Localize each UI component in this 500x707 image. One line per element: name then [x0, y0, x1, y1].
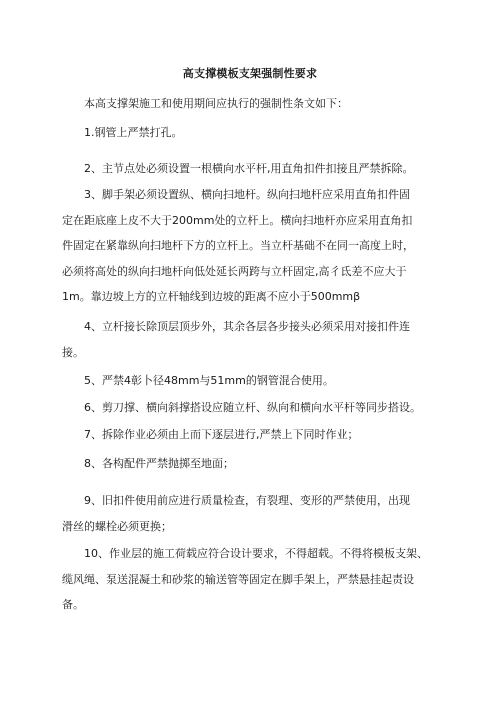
paragraph-intro: [62, 96, 438, 122]
paragraph-line: 定在距底座上皮不大于200mm处的立杆上。横向扫地杆亦应采用直角扣: [62, 213, 413, 227]
paragraph-rule-7: [62, 427, 438, 453]
paragraph-line: 3、脚手架必须设置纵、横向扫地杆。纵向扫地杆应采用直角扣件固: [84, 188, 410, 201]
paragraph-line: 1.钢管上严禁打孔。: [84, 126, 183, 139]
paragraph-line: 10、作业层的施工荷载应符合设计要求，不得超载。不得将模板支架、: [84, 547, 428, 560]
paragraph-rule-2: [62, 161, 438, 187]
paragraph-line: 滑丝的螺栓必须更换；: [62, 519, 172, 533]
paragraph-rule-10: [62, 546, 438, 623]
paragraph-line: 件固定在紧靠纵向扫地杆下方的立杆上。当立杆基础不在同一高度上时，: [62, 239, 414, 252]
paragraph-line: 必须将高处的纵向扫地杆向低处延长两跨与立杆固定,高彳氐差不应大于: [62, 264, 407, 278]
paragraph-rule-9: [62, 493, 438, 544]
paragraph-rule-8: [62, 456, 438, 482]
paragraph-line: 2、主节点处必须设置一根横向水平杆,用直角扣件扣接且严禁拆除。: [84, 162, 414, 175]
paragraph-line: 6、剪刀撑、横向斜撑搭设应随立杆、纵向和横向水平杆等同步搭设。: [84, 401, 421, 414]
paragraph-line: 5、严禁4彰卜径48mm与51mm的钢管混合使用。: [84, 374, 334, 387]
paragraph-rule-6: [62, 400, 438, 426]
paragraph-line: 7、拆除作业必须由上而下逐层进行,严禁上下同时作业；: [84, 428, 359, 441]
paragraph-rule-4: [62, 319, 438, 370]
paragraph-rule-5: [62, 373, 438, 399]
paragraph-line: 本高支撑架施工和使用期间应执行的强制性条文如下：: [84, 97, 348, 110]
paragraph-line: 备。: [62, 598, 84, 611]
document-title: 高支撑模板支架强制性要求: [182, 67, 318, 80]
paragraph-line: 4、立杆接长除顶层顶步外，其余各层各步接头必须采用对接扣件连: [84, 320, 410, 333]
paragraph-line: 9、旧扣件使用前应进行质量检查，有裂理、变形的严禁使用，出现: [84, 494, 410, 507]
paragraph-line: 缆风绳、泵送混凝土和砂浆的输送管等固定在脚手架上，严禁悬挂起责设: [62, 572, 414, 586]
paragraph-rule-3: [62, 187, 438, 315]
paragraph-line: 8、各构配件严禁抛掷至地面；: [84, 457, 234, 470]
paragraph-line: 接。: [62, 345, 84, 359]
paragraph-rule-1: [62, 125, 438, 151]
paragraph-line: 1m。靠边坡上方的立杆轴线到边坡的距离不应小于500mmβ: [62, 290, 361, 303]
